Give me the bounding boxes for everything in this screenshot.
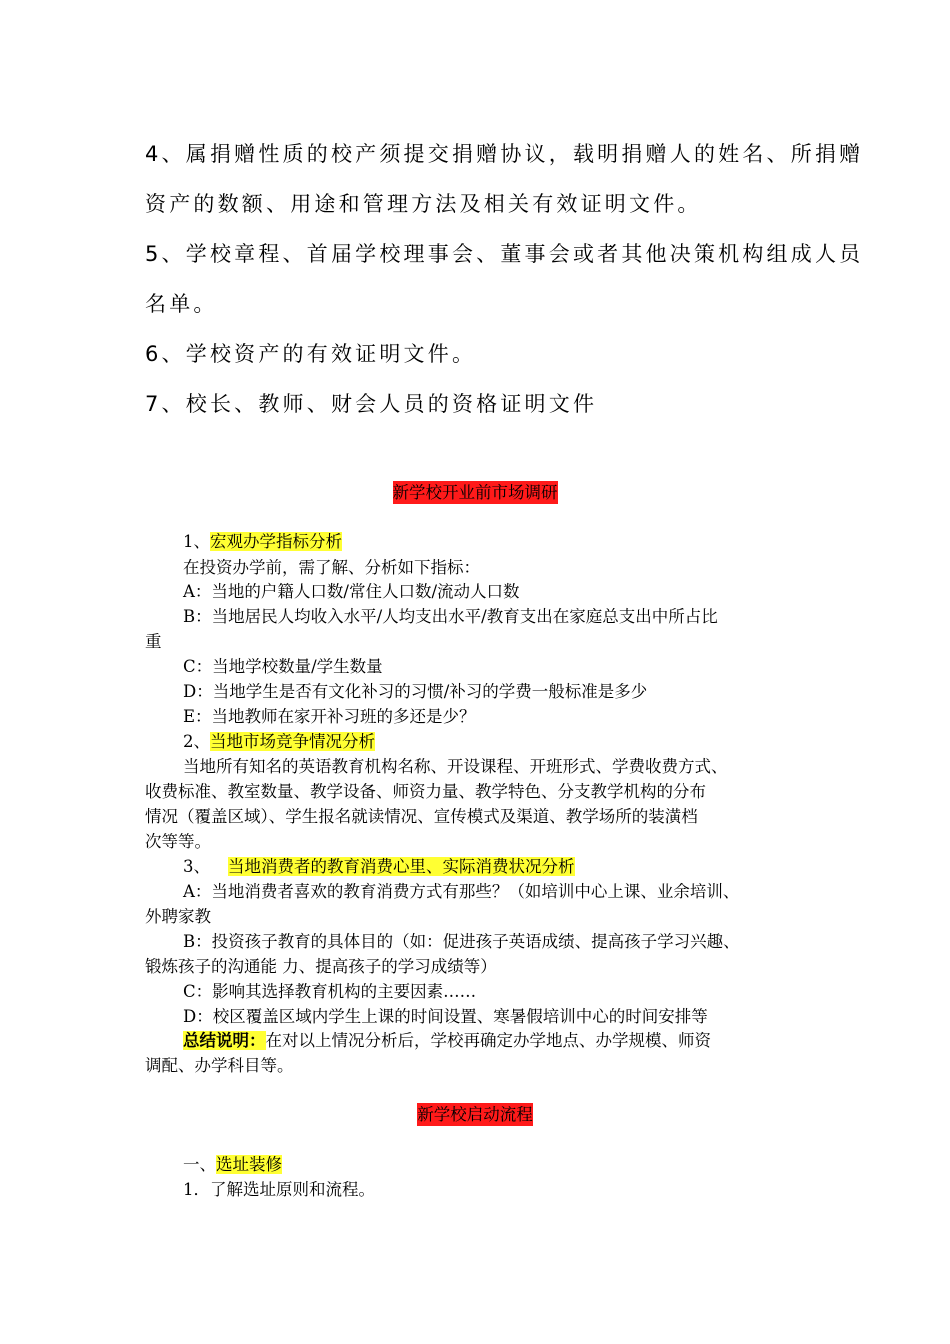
summary-line1 (183, 1027, 711, 1051)
section-number: 1、 (183, 532, 210, 551)
research-p2-line4: 次等等。 (145, 832, 211, 851)
research-section-1-title (183, 528, 342, 552)
research-p3-b-line2: 锻炼孩子的沟通能 力、提高孩子的学习成绩等） (145, 957, 497, 976)
list-item-6: 6、学校资产的有效证明文件。 (145, 342, 477, 366)
research-section-2-title (183, 728, 375, 752)
section-title-highlight: 选址装修 (216, 1155, 282, 1174)
research-section-3-title (183, 853, 575, 877)
research-p1-b-line1: B：当地居民人均收入水平/人均支出水平/教育支出在家庭总支出中所占比 (183, 607, 718, 626)
summary-label: 总结说明： (183, 1031, 266, 1050)
research-p3-a-line1: A：当地消费者喜欢的教育消费方式有那些？（如培训中心上课、业余培训、 (183, 882, 740, 901)
research-p3-b-line1: B：投资孩子教育的具体目的（如：促进孩子英语成绩、提高孩子学习兴趣、 (183, 932, 740, 951)
list-item-4-line2: 资产的数额、用途和管理方法及相关有效证明文件。 (145, 192, 702, 216)
research-p2-line3: 情况（覆盖区域）、学生报名就读情况、宣传模式及渠道、教学场所的装潢档 (145, 807, 698, 826)
summary-line2: 调配、办学科目等。 (145, 1056, 294, 1075)
research-p2-line2: 收费标准、教室数量、教学设备、师资力量、教学特色、分支教学机构的分布 (145, 782, 706, 801)
research-p1-e: E：当地教师在家开补习班的多还是少？ (183, 707, 476, 726)
research-p3-c: C：影响其选择教育机构的主要因素…… (183, 982, 477, 1001)
section-title-highlight: 当地消费者的教育消费心里、实际消费状况分析 (228, 857, 575, 876)
startup-heading-text: 新学校启动流程 (417, 1105, 533, 1124)
research-p3-d: D：校区覆盖区域内学生上课的时间设置、寒暑假培训中心的时间安排等 (183, 1007, 708, 1026)
startup-heading (0, 1101, 950, 1125)
research-p1-b-line2: 重 (145, 632, 162, 651)
research-p1-intro: 在投资办学前，需了解、分析如下指标： (183, 558, 480, 577)
section-title-highlight: 当地市场竞争情况分析 (210, 732, 375, 751)
research-p3-a-line2: 外聘家教 (145, 907, 211, 926)
section-number: 一、 (183, 1155, 216, 1174)
startup-item-1: 1．了解选址原则和流程。 (183, 1180, 375, 1199)
research-p1-d: D：当地学生是否有文化补习的习惯/补习的学费一般标准是多少 (183, 682, 648, 701)
list-item-5-line2: 名单。 (145, 292, 218, 316)
section-number: 3、 (183, 857, 210, 876)
research-p2-line1: 当地所有知名的英语教育机构名称、开设课程、开班形式、学费收费方式、 (183, 757, 728, 776)
research-heading (0, 479, 950, 503)
research-p1-a: A：当地的户籍人口数/常住人口数/流动人口数 (183, 582, 520, 601)
list-item-4-line1: 4、属捐赠性质的校产须提交捐赠协议，载明捐赠人的姓名、所捐赠 (145, 142, 864, 166)
list-item-5-line1: 5、学校章程、首届学校理事会、董事会或者其他决策机构组成人员 (145, 242, 864, 266)
summary-text: 在对以上情况分析后，学校再确定办学地点、办学规模、师资 (265, 1031, 711, 1050)
list-item-7: 7、校长、教师、财会人员的资格证明文件 (145, 392, 598, 416)
research-p1-c: C：当地学校数量/学生数量 (183, 657, 383, 676)
startup-section-1-title (183, 1151, 282, 1175)
section-number: 2、 (183, 732, 210, 751)
research-heading-text: 新学校开业前市场调研 (392, 483, 558, 502)
section-title-highlight: 宏观办学指标分析 (210, 532, 342, 551)
